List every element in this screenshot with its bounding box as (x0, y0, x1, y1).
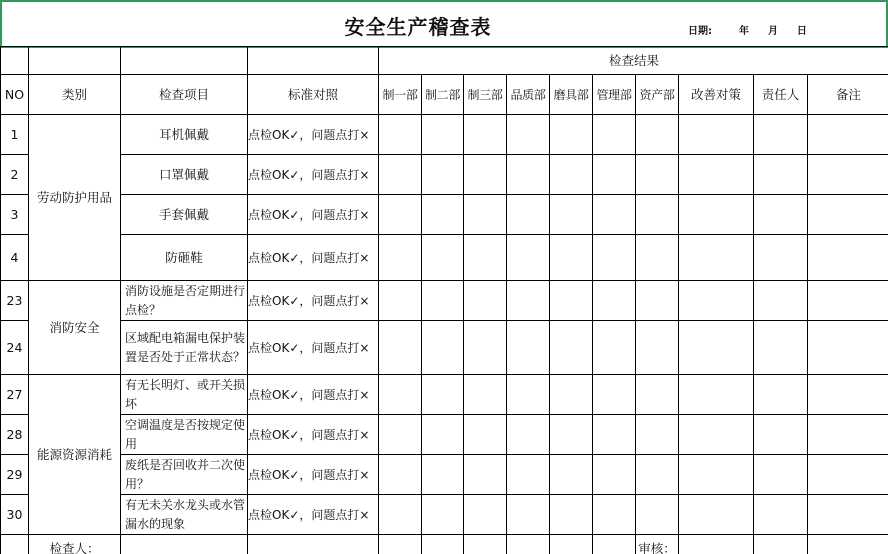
result-cell[interactable] (507, 375, 550, 415)
result-cell[interactable] (464, 375, 507, 415)
owner-cell[interactable] (754, 115, 808, 155)
result-cell[interactable] (464, 415, 507, 455)
table-row (1, 235, 888, 281)
remark-cell[interactable] (808, 235, 888, 281)
result-cell[interactable] (550, 115, 593, 155)
date-day: 日 (796, 26, 807, 37)
result-cell[interactable] (593, 195, 636, 235)
date-label: 日期: (688, 26, 712, 37)
result-cell[interactable] (593, 321, 636, 375)
result-cell[interactable] (422, 115, 464, 155)
date-field (688, 22, 807, 37)
row-no: 29 (1, 455, 29, 495)
row-standard: 点检OK✓，问题点打× (248, 495, 379, 535)
date-year: 年 (738, 26, 749, 37)
owner-cell[interactable] (754, 415, 808, 455)
result-cell[interactable] (593, 375, 636, 415)
result-cell[interactable] (464, 455, 507, 495)
result-cell[interactable] (636, 235, 679, 281)
result-cell[interactable] (507, 235, 550, 281)
result-cell[interactable] (379, 155, 422, 195)
improvement-cell[interactable] (679, 455, 754, 495)
remark-cell[interactable] (808, 321, 888, 375)
result-cell[interactable] (379, 115, 422, 155)
remark-cell[interactable] (808, 281, 888, 321)
row-standard: 点检OK✓，问题点打× (248, 455, 379, 495)
result-cell[interactable] (422, 235, 464, 281)
result-cell[interactable] (636, 375, 679, 415)
header-group-row (1, 47, 888, 75)
remark-cell[interactable] (808, 415, 888, 455)
row-standard: 点检OK✓，问题点打× (248, 281, 379, 321)
result-cell[interactable] (593, 235, 636, 281)
result-cell[interactable] (464, 321, 507, 375)
row-standard: 点检OK✓，问题点打× (248, 235, 379, 281)
result-cell[interactable] (507, 281, 550, 321)
header-dept: 管理部 (593, 75, 636, 115)
header-row (1, 75, 888, 115)
row-item: 有无未关水龙头或水管漏水的现象 (121, 495, 248, 535)
table-row (1, 195, 888, 235)
owner-cell[interactable] (754, 495, 808, 535)
header-remark: 备注 (808, 75, 888, 115)
result-cell[interactable] (550, 321, 593, 375)
result-cell[interactable] (593, 495, 636, 535)
result-cell[interactable] (379, 281, 422, 321)
result-cell[interactable] (550, 415, 593, 455)
table-row (1, 495, 888, 535)
row-no: 28 (1, 415, 29, 455)
inspector-label: 检查人： (29, 535, 121, 554)
row-item: 区域配电箱漏电保护装置是否处于正常状态？ (121, 321, 248, 375)
improvement-cell[interactable] (679, 281, 754, 321)
row-item: 防砸鞋 (121, 235, 248, 281)
result-cell[interactable] (507, 495, 550, 535)
result-cell[interactable] (422, 155, 464, 195)
result-cell[interactable] (507, 195, 550, 235)
result-cell[interactable] (464, 195, 507, 235)
improvement-cell[interactable] (679, 235, 754, 281)
result-cell[interactable] (550, 195, 593, 235)
result-cell[interactable] (379, 495, 422, 535)
result-cell[interactable] (422, 195, 464, 235)
result-cell[interactable] (636, 195, 679, 235)
result-cell[interactable] (464, 115, 507, 155)
result-cell[interactable] (507, 155, 550, 195)
row-no: 1 (1, 115, 29, 155)
result-cell[interactable] (464, 495, 507, 535)
row-no: 2 (1, 155, 29, 195)
row-no: 27 (1, 375, 29, 415)
remark-cell[interactable] (808, 495, 888, 535)
remark-cell[interactable] (808, 455, 888, 495)
row-no: 3 (1, 195, 29, 235)
row-item: 消防设施是否定期进行点检？ (121, 281, 248, 321)
row-no: 30 (1, 495, 29, 535)
owner-cell[interactable] (754, 235, 808, 281)
result-cell[interactable] (507, 321, 550, 375)
row-no: 4 (1, 235, 29, 281)
header-dept: 制三部 (464, 75, 507, 115)
header-item: 检查项目 (121, 75, 248, 115)
improvement-cell[interactable] (679, 415, 754, 455)
date-month: 月 (767, 26, 778, 37)
result-cell[interactable] (636, 455, 679, 495)
result-cell[interactable] (593, 155, 636, 195)
result-cell[interactable] (593, 415, 636, 455)
header-dept: 制一部 (379, 75, 422, 115)
row-standard: 点检OK✓，问题点打× (248, 321, 379, 375)
result-cell[interactable] (636, 115, 679, 155)
owner-cell[interactable] (754, 455, 808, 495)
remark-cell[interactable] (808, 155, 888, 195)
result-cell[interactable] (636, 155, 679, 195)
result-cell[interactable] (507, 115, 550, 155)
row-standard: 点检OK✓，问题点打× (248, 195, 379, 235)
row-no: 24 (1, 321, 29, 375)
result-cell[interactable] (379, 455, 422, 495)
table-row (1, 375, 888, 415)
result-cell[interactable] (379, 235, 422, 281)
table-row (1, 281, 888, 321)
remark-cell[interactable] (808, 195, 888, 235)
inspection-table (0, 46, 888, 554)
result-cell[interactable] (593, 281, 636, 321)
row-item: 口罩佩戴 (121, 155, 248, 195)
header-no: NO (1, 75, 29, 115)
result-cell[interactable] (550, 455, 593, 495)
reviewer-label: 审核： (636, 535, 679, 554)
result-cell[interactable] (379, 415, 422, 455)
result-cell[interactable] (636, 495, 679, 535)
result-cell[interactable] (550, 281, 593, 321)
owner-cell[interactable] (754, 195, 808, 235)
row-standard: 点检OK✓，问题点打× (248, 115, 379, 155)
result-cell[interactable] (422, 495, 464, 535)
header-improvement: 改善对策 (679, 75, 754, 115)
category-cell: 劳动防护用品 (29, 115, 121, 281)
footer-row (1, 535, 888, 554)
improvement-cell[interactable] (679, 195, 754, 235)
result-cell[interactable] (550, 235, 593, 281)
row-item: 空调温度是否按规定使用 (121, 415, 248, 455)
result-cell[interactable] (550, 495, 593, 535)
header-standard: 标准对照 (248, 75, 379, 115)
improvement-cell[interactable] (679, 321, 754, 375)
result-cell[interactable] (464, 235, 507, 281)
remark-cell[interactable] (808, 115, 888, 155)
category-cell: 能源资源消耗 (29, 375, 121, 535)
owner-cell[interactable] (754, 375, 808, 415)
result-cell[interactable] (422, 321, 464, 375)
result-cell[interactable] (379, 375, 422, 415)
header-dept: 品质部 (507, 75, 550, 115)
header-dept: 资产部 (636, 75, 679, 115)
result-cell[interactable] (636, 321, 679, 375)
row-item: 手套佩戴 (121, 195, 248, 235)
row-item: 废纸是否回收并二次使用？ (121, 455, 248, 495)
result-cell[interactable] (507, 415, 550, 455)
result-cell[interactable] (422, 455, 464, 495)
table-row (1, 455, 888, 495)
improvement-cell[interactable] (679, 495, 754, 535)
improvement-cell[interactable] (679, 155, 754, 195)
row-item: 有无长明灯、或开关损坏 (121, 375, 248, 415)
table-row (1, 155, 888, 195)
result-cell[interactable] (593, 455, 636, 495)
owner-cell[interactable] (754, 155, 808, 195)
result-cell[interactable] (464, 155, 507, 195)
owner-cell[interactable] (754, 321, 808, 375)
table-row (1, 115, 888, 155)
title-bar (0, 0, 888, 48)
result-cell[interactable] (464, 281, 507, 321)
row-standard: 点检OK✓，问题点打× (248, 415, 379, 455)
table-row (1, 321, 888, 375)
improvement-cell[interactable] (679, 115, 754, 155)
remark-cell[interactable] (808, 375, 888, 415)
table-row (1, 415, 888, 455)
row-no: 23 (1, 281, 29, 321)
result-cell[interactable] (636, 415, 679, 455)
header-dept: 磨具部 (550, 75, 593, 115)
result-cell[interactable] (422, 415, 464, 455)
result-cell[interactable] (550, 375, 593, 415)
result-cell[interactable] (550, 155, 593, 195)
row-standard: 点检OK✓，问题点打× (248, 375, 379, 415)
result-cell[interactable] (379, 195, 422, 235)
result-cell[interactable] (422, 375, 464, 415)
row-standard: 点检OK✓，问题点打× (248, 155, 379, 195)
header-category: 类别 (29, 75, 121, 115)
result-cell[interactable] (507, 455, 550, 495)
improvement-cell[interactable] (679, 375, 754, 415)
header-dept: 制二部 (422, 75, 464, 115)
row-item: 耳机佩戴 (121, 115, 248, 155)
result-cell[interactable] (422, 281, 464, 321)
header-owner: 责任人 (754, 75, 808, 115)
category-cell: 消防安全 (29, 281, 121, 375)
result-cell[interactable] (593, 115, 636, 155)
result-cell[interactable] (379, 321, 422, 375)
result-cell[interactable] (636, 281, 679, 321)
owner-cell[interactable] (754, 281, 808, 321)
sheet-title: 安全生产稽查表 (344, 15, 492, 39)
result-group-header: 检查结果 (379, 47, 888, 75)
